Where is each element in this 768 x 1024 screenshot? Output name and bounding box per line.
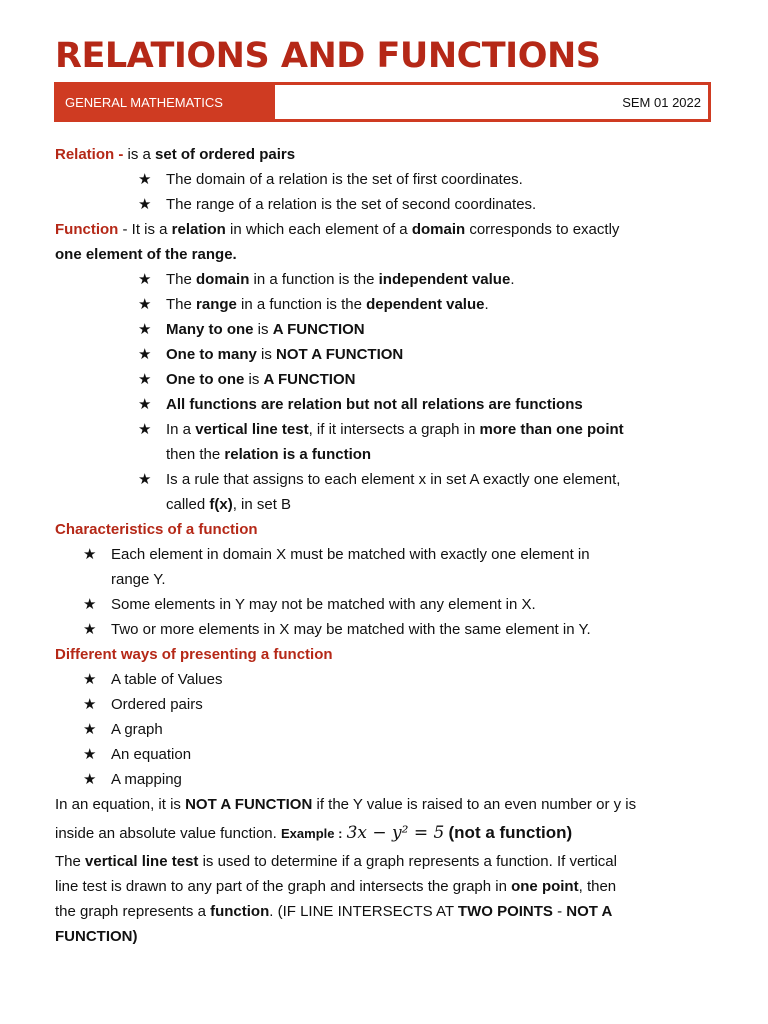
subject-label: GENERAL MATHEMATICS: [57, 85, 275, 119]
header-bar: [54, 82, 711, 122]
star-icon: ★: [83, 621, 97, 638]
list-item: ★ Two or more elements in X may be matched with the same element in Y.: [55, 617, 715, 642]
presenting-heading: Different ways of presenting a function: [55, 646, 333, 663]
term-label: SEM 01 2022: [622, 94, 701, 110]
relation-definition: Relation - is a set of ordered pairs: [55, 146, 296, 163]
example-verdict: (not a function): [448, 823, 573, 842]
list-item: ★ Ordered pairs: [55, 692, 715, 717]
relation-label: Relation -: [55, 146, 124, 163]
list-item: ★ An equation: [55, 742, 715, 767]
vlt-note-cont: the graph represents a function. (IF LINE INTERSECTS AT TWO POINTS - NOT A: [55, 903, 613, 920]
vlt-note-cont: FUNCTION): [55, 928, 138, 945]
star-icon: ★: [138, 296, 152, 313]
list-item: ★ All functions are relation but not all relations are functions: [55, 392, 715, 417]
function-definition: Function - It is a relation in which each element of a domain corresponds to exactly: [55, 221, 620, 238]
list-item: ★ One to many is NOT A FUNCTION: [55, 342, 715, 367]
list-item: ★ A mapping: [55, 767, 715, 792]
star-icon: ★: [138, 421, 152, 438]
list-item: ★ Some elements in Y may not be matched with any element in X.: [55, 592, 715, 617]
content: [55, 142, 715, 949]
star-icon: ★: [138, 396, 152, 413]
star-icon: ★: [83, 771, 97, 788]
star-icon: ★: [83, 696, 97, 713]
characteristics-heading: Characteristics of a function: [55, 521, 258, 538]
list-item: ★ The range in a function is the dependent value.: [55, 292, 715, 317]
star-icon: ★: [138, 346, 152, 363]
vlt-note-cont: line test is drawn to any part of the graph and intersects the graph in one point, then: [55, 878, 617, 895]
page-title: RELATIONS AND FUNCTIONS: [55, 36, 601, 76]
list-item: ★ A table of Values: [55, 667, 715, 692]
vlt-note: The vertical line test is used to determine if a graph represents a function. If vertical: [55, 853, 617, 870]
equation-note: In an equation, it is NOT A FUNCTION if the Y value is raised to an even number or y is: [55, 796, 637, 813]
star-icon: ★: [138, 196, 152, 213]
list-item: ★ A graph: [55, 717, 715, 742]
function-label: Function: [55, 221, 119, 238]
list-item: ★ The domain of a relation is the set of first coordinates.: [55, 167, 715, 192]
list-item-cont: range Y.: [111, 571, 166, 588]
example-label: Example :: [281, 826, 343, 841]
list-item: ★ One to one is A FUNCTION: [55, 367, 715, 392]
list-item-cont: called f(x), in set B: [166, 496, 292, 513]
star-icon: ★: [83, 746, 97, 763]
star-icon: ★: [83, 596, 97, 613]
star-icon: ★: [83, 671, 97, 688]
star-icon: ★: [138, 271, 152, 288]
equation-example: inside an absolute value function. Example : 3x − y² = 5 (not a function): [55, 823, 573, 843]
star-icon: ★: [138, 321, 152, 338]
list-item: ★ The range of a relation is the set of second coordinates.: [55, 192, 715, 217]
star-icon: ★: [83, 546, 97, 563]
list-item: ★ In a vertical line test, if it intersects a graph in more than one point: [55, 417, 715, 442]
star-icon: ★: [138, 371, 152, 388]
star-icon: ★: [83, 721, 97, 738]
function-definition-cont: one element of the range.: [55, 246, 237, 263]
example-equation: 3x − y² = 5: [346, 823, 445, 843]
star-icon: ★: [138, 471, 152, 488]
list-item: ★ Is a rule that assigns to each element x in set A exactly one element,: [55, 467, 715, 492]
list-item: ★ The domain in a function is the independent value.: [55, 267, 715, 292]
list-item-cont: then the relation is a function: [166, 446, 372, 463]
star-icon: ★: [138, 171, 152, 188]
list-item: ★ Each element in domain X must be matched with exactly one element in: [55, 542, 715, 567]
list-item: ★ Many to one is A FUNCTION: [55, 317, 715, 342]
